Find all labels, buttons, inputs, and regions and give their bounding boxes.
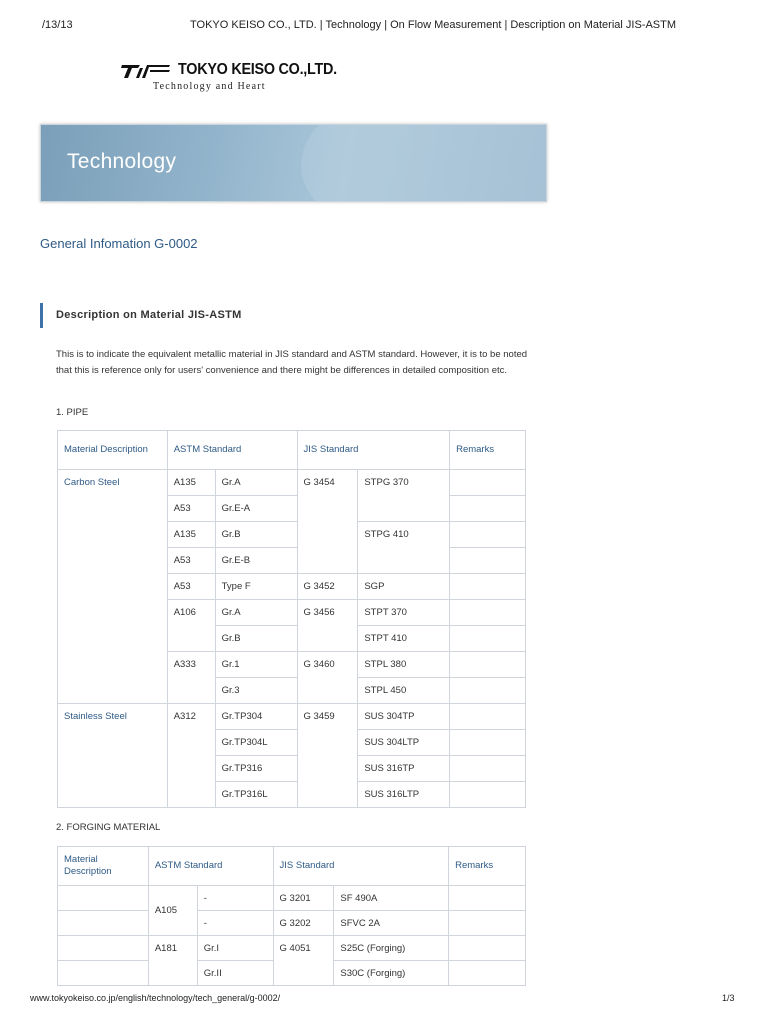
- header-astm: ASTM Standard: [167, 431, 297, 470]
- general-info-heading: General Infomation G-0002: [40, 236, 198, 251]
- table-cell: G 3202: [273, 911, 334, 936]
- table-cell: [450, 470, 526, 496]
- table-cell: STPT 370: [358, 600, 450, 626]
- table-cell: SUS 304LTP: [358, 730, 450, 756]
- company-tagline: Technology and Heart: [153, 81, 266, 92]
- technology-banner: [40, 124, 547, 202]
- table-cell: G 3452: [297, 574, 358, 600]
- section-title: Description on Material JIS-ASTM: [56, 309, 242, 321]
- table-cell: A53: [167, 548, 215, 574]
- table-cell: [449, 911, 526, 936]
- table-cell: [450, 626, 526, 652]
- company-name: TOKYO KEISO CO.,LTD.: [178, 61, 337, 78]
- table-cell: G 3460: [297, 652, 358, 704]
- table-cell: G 3459: [297, 704, 358, 808]
- material-stainless-steel: Stainless Steel: [58, 704, 168, 808]
- table-cell: Gr.I: [197, 936, 273, 961]
- table-cell: STPG 410: [358, 522, 450, 574]
- table-cell: A106: [167, 600, 215, 652]
- table-cell: Gr.E-B: [215, 548, 297, 574]
- table-header-row: [58, 847, 526, 886]
- table-cell: SUS 304TP: [358, 704, 450, 730]
- table-cell: G 3456: [297, 600, 358, 652]
- table-cell: SGP: [358, 574, 450, 600]
- table-cell: A181: [148, 936, 197, 986]
- table-cell: S30C (Forging): [334, 961, 449, 986]
- table-cell: S25C (Forging): [334, 936, 449, 961]
- table-cell: A53: [167, 496, 215, 522]
- table-cell: [58, 936, 149, 961]
- section-accent-bar: [40, 303, 43, 328]
- table-cell: Gr.E-A: [215, 496, 297, 522]
- table-cell: [450, 782, 526, 808]
- forging-section-title: 2. FORGING MATERIAL: [56, 822, 161, 833]
- header-astm: ASTM Standard: [148, 847, 273, 886]
- table-cell: Gr.1: [215, 652, 297, 678]
- print-date: /13/13: [42, 19, 73, 31]
- table-cell: STPG 370: [358, 470, 450, 522]
- table-cell: Gr.A: [215, 470, 297, 496]
- table-row: [58, 470, 526, 496]
- footer-url: www.tokyokeiso.co.jp/english/technology/tech_general/g-0002/: [30, 993, 281, 1003]
- table-cell: G 4051: [273, 936, 334, 986]
- table-row: [58, 936, 526, 961]
- print-page-title: TOKYO KEISO CO., LTD. | Technology | On Flow Measurement | Description on Material JIS-ASTM: [190, 19, 677, 31]
- table-cell: [449, 886, 526, 911]
- table-cell: STPL 450: [358, 678, 450, 704]
- banner-title: Technology: [67, 150, 177, 173]
- table-cell: Gr.TP304L: [215, 730, 297, 756]
- table-cell: -: [197, 911, 273, 936]
- material-carbon-steel: Carbon Steel: [58, 470, 168, 704]
- header-jis: JIS Standard: [273, 847, 449, 886]
- table-cell: [450, 756, 526, 782]
- table-cell: Gr.TP304: [215, 704, 297, 730]
- table-cell: A135: [167, 470, 215, 496]
- table-cell: Gr.II: [197, 961, 273, 986]
- table-cell: [450, 548, 526, 574]
- table-cell: Gr.B: [215, 522, 297, 548]
- table-cell: A53: [167, 574, 215, 600]
- header-material: Material Description: [58, 431, 168, 470]
- table-cell: [449, 961, 526, 986]
- table-cell: [58, 961, 149, 986]
- pipe-section-title: 1. PIPE: [56, 407, 89, 418]
- table-cell: G 3201: [273, 886, 334, 911]
- table-cell: [450, 652, 526, 678]
- table-cell: [450, 496, 526, 522]
- table-cell: SF 490A: [334, 886, 449, 911]
- table-cell: [450, 704, 526, 730]
- table-header-row: [58, 431, 526, 470]
- table-cell: [450, 574, 526, 600]
- table-cell: -: [197, 886, 273, 911]
- table-cell: A312: [167, 704, 215, 808]
- header-material: Material Description: [58, 847, 149, 886]
- table-row: [58, 886, 526, 911]
- table-cell: Gr.B: [215, 626, 297, 652]
- table-cell: [450, 522, 526, 548]
- table-cell: SFVC 2A: [334, 911, 449, 936]
- intro-paragraph: This is to indicate the equivalent metallic material in JIS standard and ASTM standard. However, it is to be noted that this is reference only for users' convenience and there might be differences in detailed composition etc.: [56, 349, 528, 376]
- table-cell: Gr.A: [215, 600, 297, 626]
- table-cell: SUS 316LTP: [358, 782, 450, 808]
- table-cell: A135: [167, 522, 215, 548]
- tokyo-keiso-logo-icon: [120, 63, 172, 79]
- table-cell: [58, 886, 149, 911]
- table-cell: A105: [148, 886, 197, 936]
- table-cell: [450, 600, 526, 626]
- table-cell: Gr.TP316L: [215, 782, 297, 808]
- table-cell: A333: [167, 652, 215, 704]
- header-jis: JIS Standard: [297, 431, 450, 470]
- header-remarks: Remarks: [450, 431, 526, 470]
- table-cell: [450, 730, 526, 756]
- table-cell: SUS 316TP: [358, 756, 450, 782]
- company-logo[interactable]: [120, 60, 380, 94]
- table-row: [58, 704, 526, 730]
- table-cell: [58, 911, 149, 936]
- table-cell: Gr.3: [215, 678, 297, 704]
- pipe-table: [57, 430, 526, 808]
- forging-table: [57, 846, 526, 986]
- table-cell: STPL 380: [358, 652, 450, 678]
- table-row: [58, 911, 526, 936]
- table-cell: [450, 678, 526, 704]
- table-cell: [449, 936, 526, 961]
- table-cell: STPT 410: [358, 626, 450, 652]
- footer-page-number: 1/3: [722, 993, 735, 1003]
- table-cell: Gr.TP316: [215, 756, 297, 782]
- header-remarks: Remarks: [449, 847, 526, 886]
- table-cell: Type F: [215, 574, 297, 600]
- table-cell: G 3454: [297, 470, 358, 574]
